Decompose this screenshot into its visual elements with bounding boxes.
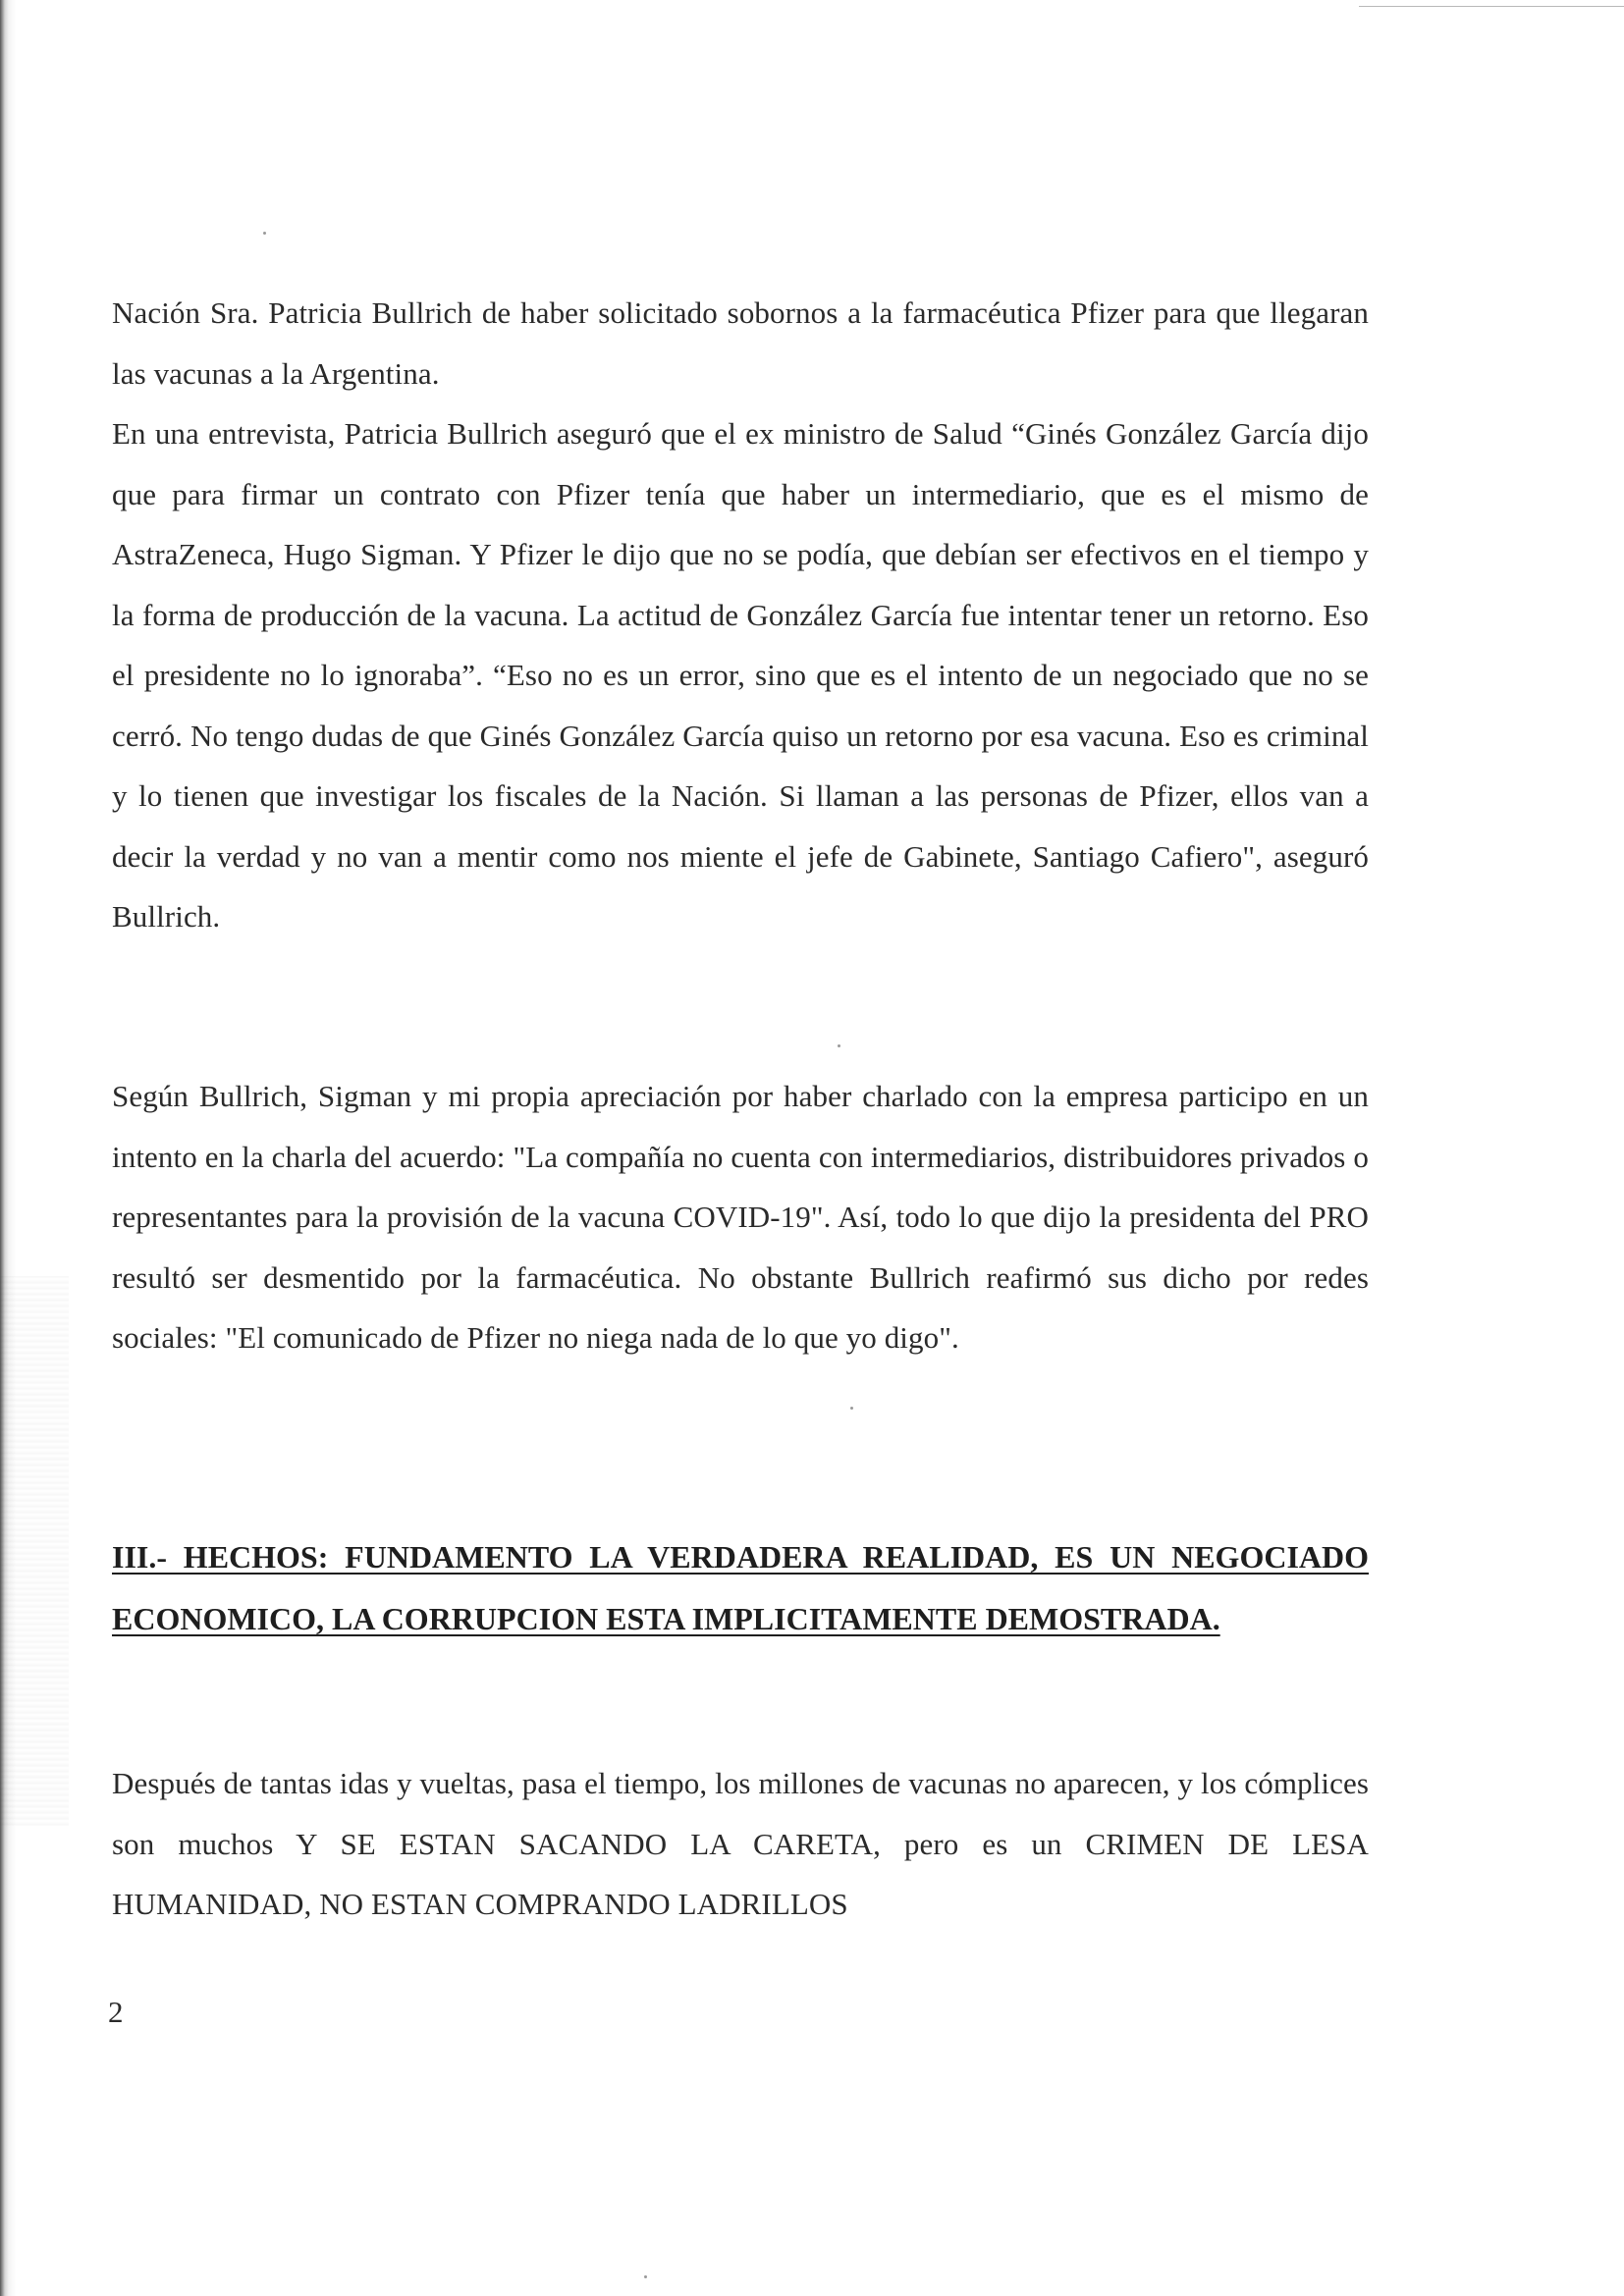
scan-speck (838, 1044, 840, 1047)
scan-top-rule (1359, 6, 1624, 7)
scan-speck (263, 232, 266, 235)
paragraph: Según Bullrich, Sigman y mi propia apreciación por haber charlado con la empresa participo en un intento en la charla del acuerdo: "La compañía no cuenta con intermediarios, distribuidores privados o representantes para la provisión de la vacuna COVID-19". Así, todo lo que dijo la presidenta del PRO resultó ser desmentido por la farmacéutica. No obstante Bullrich reafirmó sus dicho por redes sociales: "El comunicado de Pfizer no niega nada de lo que yo digo". (112, 1079, 1369, 1355)
paragraph: En una entrevista, Patricia Bullrich aseguró que el ex ministro de Salud “Ginés González García dijo que para firmar un contrato con Pfizer tenía que haber un intermediario, que es el mismo de AstraZeneca, Hugo Sigman. Y Pfizer le dijo que no se podía, que debían ser efectivos en el tiempo y la forma de producción de la vacuna. La actitud de González García fue intentar tener un retorno. Eso el presidente no lo ignoraba”. “Eso no es un error, sino que es el intento de un negociado que no se cerró. No tengo dudas de que Ginés González García quiso un retorno por esa vacuna. Eso es criminal y lo tienen que investigar los fiscales de la Nación. Si llaman a las personas de Pfizer, ellos van a decir la verdad y no van a mentir como nos miente el jefe de Gabinete, Santiago Cafiero", aseguró Bullrich. (112, 416, 1369, 934)
section-heading: III.- HECHOS: FUNDAMENTO LA VERDADERA REALIDAD, ES UN NEGOCIADO ECONOMICO, LA CORRUPCION ESTA IMPLICITAMENTE DEMOSTRADA. (112, 1539, 1369, 1636)
body-text-top (112, 283, 1369, 947)
scan-binding-edge (0, 0, 16, 2296)
scan-speckle (0, 1276, 69, 1826)
body-text-bottom (112, 1753, 1369, 1935)
paragraph: Nación Sra. Patricia Bullrich de haber solicitado sobornos a la farmacéutica Pfizer para que llegaran las vacunas a la Argentina. (112, 295, 1369, 391)
page-number: 2 (108, 1995, 124, 2029)
scan-speck (644, 2275, 647, 2278)
body-text-middle (112, 1066, 1369, 1368)
scan-speck (850, 1407, 853, 1410)
paragraph: Después de tantas idas y vueltas, pasa el tiempo, los millones de vacunas no aparecen, y los cómplices son muchos Y SE ESTAN SACANDO LA CARETA, pero es un CRIMEN DE LESA HUMANIDAD, NO ESTAN COMPRANDO LADRILLOS (112, 1766, 1369, 1921)
